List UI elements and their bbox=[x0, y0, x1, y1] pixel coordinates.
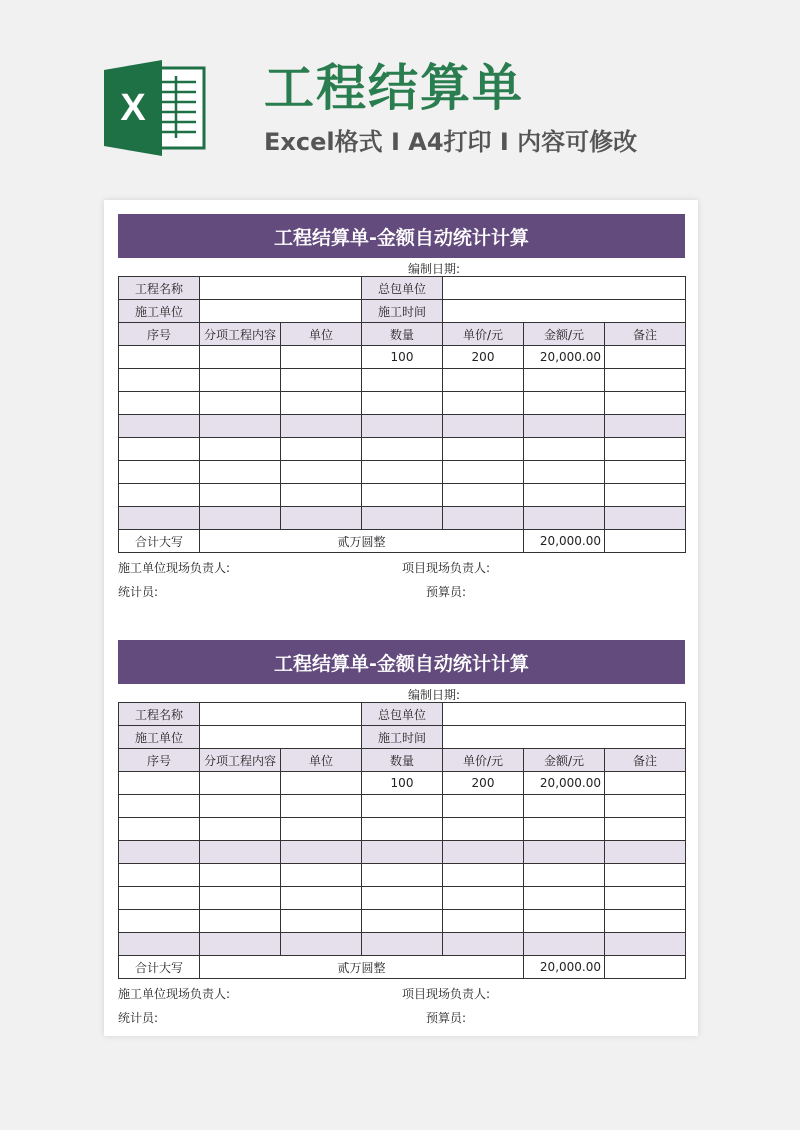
construction-time-label: 施工时间 bbox=[362, 726, 443, 749]
table-row bbox=[119, 507, 686, 530]
cell[interactable] bbox=[281, 415, 362, 438]
site-manager-label: 施工单位现场负责人: bbox=[118, 561, 231, 575]
cell[interactable] bbox=[200, 795, 281, 818]
cell[interactable] bbox=[281, 392, 362, 415]
cell[interactable] bbox=[524, 461, 605, 484]
settlement-table bbox=[118, 276, 686, 553]
table-row bbox=[119, 887, 686, 910]
cell[interactable] bbox=[605, 530, 686, 553]
cell[interactable] bbox=[281, 346, 362, 369]
cell[interactable] bbox=[443, 461, 524, 484]
cell[interactable] bbox=[605, 415, 686, 438]
construction-unit-cell[interactable] bbox=[200, 726, 362, 749]
cell[interactable] bbox=[281, 461, 362, 484]
cell[interactable] bbox=[443, 887, 524, 910]
date-label: 编制日期: bbox=[408, 262, 461, 276]
cell[interactable] bbox=[362, 438, 443, 461]
cell[interactable] bbox=[281, 910, 362, 933]
cell[interactable] bbox=[605, 461, 686, 484]
col-header-index: 序号 bbox=[119, 323, 200, 346]
cell[interactable] bbox=[119, 841, 200, 864]
signature-area bbox=[118, 979, 685, 1027]
cell[interactable] bbox=[362, 392, 443, 415]
sheet-banner: 工程结算单-金额自动统计计算 bbox=[118, 640, 685, 684]
date-label: 编制日期: bbox=[408, 688, 461, 702]
total-row bbox=[119, 956, 686, 979]
col-header-unit-price: 单价/元 bbox=[443, 749, 524, 772]
cell[interactable] bbox=[443, 864, 524, 887]
settlement-sheet-1 bbox=[118, 214, 685, 601]
page-subtitle: Excel格式 I A4打印 I 内容可修改 bbox=[264, 128, 638, 156]
project-name-label: 工程名称 bbox=[119, 277, 200, 300]
cell[interactable] bbox=[443, 415, 524, 438]
cell[interactable] bbox=[119, 461, 200, 484]
cell[interactable] bbox=[200, 461, 281, 484]
col-header-unit-price: 单价/元 bbox=[443, 323, 524, 346]
table-row bbox=[119, 864, 686, 887]
table-row bbox=[119, 415, 686, 438]
cell[interactable] bbox=[200, 415, 281, 438]
cell[interactable] bbox=[524, 392, 605, 415]
general-contractor-cell[interactable] bbox=[443, 277, 686, 300]
unit-price-cell[interactable]: 200 bbox=[443, 772, 524, 795]
cell[interactable] bbox=[281, 484, 362, 507]
page-header bbox=[0, 0, 800, 200]
quantity-cell[interactable]: 100 bbox=[362, 772, 443, 795]
cell[interactable] bbox=[200, 818, 281, 841]
cell[interactable] bbox=[443, 369, 524, 392]
construction-time-cell[interactable] bbox=[443, 300, 686, 323]
column-header-row bbox=[119, 749, 686, 772]
construction-unit-label: 施工单位 bbox=[119, 726, 200, 749]
cell[interactable] bbox=[119, 415, 200, 438]
general-contractor-label: 总包单位 bbox=[362, 703, 443, 726]
cell[interactable] bbox=[119, 346, 200, 369]
cell[interactable] bbox=[200, 507, 281, 530]
cell[interactable] bbox=[605, 369, 686, 392]
construction-unit-label: 施工单位 bbox=[119, 300, 200, 323]
cell[interactable] bbox=[119, 484, 200, 507]
table-row bbox=[119, 933, 686, 956]
cell[interactable] bbox=[200, 933, 281, 956]
cell[interactable] bbox=[281, 887, 362, 910]
total-in-words[interactable]: 贰万圆整 bbox=[200, 530, 524, 553]
total-label: 合计大写 bbox=[119, 956, 200, 979]
cell[interactable] bbox=[605, 818, 686, 841]
cell[interactable] bbox=[281, 369, 362, 392]
general-contractor-cell[interactable] bbox=[443, 703, 686, 726]
total-row bbox=[119, 530, 686, 553]
cell[interactable] bbox=[119, 392, 200, 415]
quantity-cell[interactable]: 100 bbox=[362, 346, 443, 369]
column-header-row bbox=[119, 323, 686, 346]
cell[interactable] bbox=[119, 772, 200, 795]
total-label: 合计大写 bbox=[119, 530, 200, 553]
statistician-label: 统计员: bbox=[118, 1011, 159, 1025]
table-row bbox=[119, 438, 686, 461]
cell[interactable] bbox=[200, 864, 281, 887]
unit-price-cell[interactable]: 200 bbox=[443, 346, 524, 369]
table-row bbox=[119, 392, 686, 415]
cell[interactable] bbox=[605, 841, 686, 864]
cell[interactable] bbox=[281, 795, 362, 818]
cell[interactable] bbox=[524, 818, 605, 841]
cell[interactable] bbox=[443, 818, 524, 841]
cell[interactable] bbox=[605, 910, 686, 933]
cell[interactable] bbox=[443, 910, 524, 933]
table-row bbox=[119, 818, 686, 841]
project-name-cell[interactable] bbox=[200, 277, 362, 300]
cell[interactable] bbox=[524, 507, 605, 530]
cell[interactable] bbox=[605, 507, 686, 530]
cell[interactable] bbox=[362, 864, 443, 887]
total-amount[interactable]: 20,000.00 bbox=[524, 956, 605, 979]
cell[interactable] bbox=[281, 818, 362, 841]
project-name-label: 工程名称 bbox=[119, 703, 200, 726]
cell[interactable] bbox=[362, 369, 443, 392]
cell[interactable] bbox=[362, 933, 443, 956]
cell[interactable] bbox=[524, 933, 605, 956]
cell[interactable] bbox=[605, 864, 686, 887]
col-header-amount: 金额/元 bbox=[524, 323, 605, 346]
cell[interactable] bbox=[119, 887, 200, 910]
col-header-amount: 金额/元 bbox=[524, 749, 605, 772]
cell[interactable] bbox=[281, 933, 362, 956]
logo-letter: X bbox=[120, 87, 146, 129]
cell[interactable] bbox=[443, 438, 524, 461]
table-row bbox=[119, 484, 686, 507]
cell[interactable] bbox=[200, 910, 281, 933]
cell[interactable] bbox=[362, 795, 443, 818]
cell[interactable] bbox=[362, 910, 443, 933]
cell[interactable] bbox=[362, 461, 443, 484]
sheet-banner: 工程结算单-金额自动统计计算 bbox=[118, 214, 685, 258]
cell[interactable] bbox=[200, 887, 281, 910]
col-header-index: 序号 bbox=[119, 749, 200, 772]
cell[interactable] bbox=[119, 818, 200, 841]
cell[interactable] bbox=[605, 956, 686, 979]
cell[interactable] bbox=[524, 484, 605, 507]
cell[interactable] bbox=[281, 507, 362, 530]
cell[interactable] bbox=[281, 864, 362, 887]
table-row bbox=[119, 841, 686, 864]
col-header-remarks: 备注 bbox=[605, 749, 686, 772]
cell[interactable] bbox=[362, 507, 443, 530]
cell[interactable] bbox=[524, 841, 605, 864]
budgeter-label: 预算员: bbox=[426, 585, 467, 599]
cell[interactable] bbox=[200, 484, 281, 507]
page-title: 工程结算单 bbox=[264, 59, 524, 117]
cell[interactable] bbox=[605, 887, 686, 910]
cell[interactable] bbox=[605, 795, 686, 818]
project-name-cell[interactable] bbox=[200, 703, 362, 726]
total-in-words[interactable]: 贰万圆整 bbox=[200, 956, 524, 979]
cell[interactable] bbox=[200, 369, 281, 392]
cell[interactable] bbox=[119, 795, 200, 818]
date-row bbox=[118, 684, 685, 702]
excel-logo-icon bbox=[104, 60, 206, 156]
construction-time-cell[interactable] bbox=[443, 726, 686, 749]
cell[interactable] bbox=[281, 841, 362, 864]
date-row bbox=[118, 258, 685, 276]
col-header-content: 分项工程内容 bbox=[200, 323, 281, 346]
cell[interactable] bbox=[119, 910, 200, 933]
cell[interactable] bbox=[524, 438, 605, 461]
cell[interactable] bbox=[443, 795, 524, 818]
cell[interactable] bbox=[524, 864, 605, 887]
cell[interactable] bbox=[443, 841, 524, 864]
settlement-table bbox=[118, 702, 686, 979]
cell[interactable] bbox=[362, 484, 443, 507]
table-row bbox=[119, 369, 686, 392]
cell[interactable] bbox=[119, 369, 200, 392]
cell[interactable] bbox=[605, 933, 686, 956]
document-paper bbox=[104, 200, 698, 1036]
budgeter-label: 预算员: bbox=[426, 1011, 467, 1025]
cell[interactable] bbox=[281, 772, 362, 795]
construction-unit-cell[interactable] bbox=[200, 300, 362, 323]
project-manager-label: 项目现场负责人: bbox=[402, 987, 491, 1001]
cell[interactable] bbox=[200, 841, 281, 864]
cell[interactable] bbox=[605, 484, 686, 507]
table-row bbox=[119, 772, 686, 795]
general-contractor-label: 总包单位 bbox=[362, 277, 443, 300]
cell[interactable] bbox=[200, 438, 281, 461]
cell[interactable] bbox=[524, 910, 605, 933]
col-header-unit: 单位 bbox=[281, 749, 362, 772]
cell[interactable] bbox=[605, 438, 686, 461]
cell[interactable] bbox=[443, 392, 524, 415]
table-row bbox=[119, 910, 686, 933]
settlement-sheet-2 bbox=[118, 640, 685, 1027]
cell[interactable] bbox=[524, 369, 605, 392]
col-header-quantity: 数量 bbox=[362, 323, 443, 346]
cell[interactable] bbox=[524, 415, 605, 438]
cell[interactable] bbox=[119, 438, 200, 461]
col-header-remarks: 备注 bbox=[605, 323, 686, 346]
cell[interactable] bbox=[200, 772, 281, 795]
cell[interactable] bbox=[119, 864, 200, 887]
cell[interactable] bbox=[443, 507, 524, 530]
cell[interactable] bbox=[362, 818, 443, 841]
col-header-content: 分项工程内容 bbox=[200, 749, 281, 772]
site-manager-label: 施工单位现场负责人: bbox=[118, 987, 231, 1001]
construction-time-label: 施工时间 bbox=[362, 300, 443, 323]
col-header-unit: 单位 bbox=[281, 323, 362, 346]
col-header-quantity: 数量 bbox=[362, 749, 443, 772]
cell[interactable] bbox=[281, 438, 362, 461]
cell[interactable] bbox=[362, 887, 443, 910]
table-row bbox=[119, 795, 686, 818]
cell[interactable] bbox=[119, 507, 200, 530]
cell[interactable] bbox=[605, 392, 686, 415]
cell[interactable] bbox=[119, 933, 200, 956]
cell[interactable] bbox=[524, 795, 605, 818]
amount-cell[interactable]: 20,000.00 bbox=[524, 346, 605, 369]
cell[interactable] bbox=[362, 415, 443, 438]
amount-cell[interactable]: 20,000.00 bbox=[524, 772, 605, 795]
project-manager-label: 项目现场负责人: bbox=[402, 561, 491, 575]
statistician-label: 统计员: bbox=[118, 585, 159, 599]
cell[interactable] bbox=[200, 392, 281, 415]
cell[interactable] bbox=[443, 933, 524, 956]
cell[interactable] bbox=[605, 346, 686, 369]
signature-area bbox=[118, 553, 685, 601]
cell[interactable] bbox=[362, 841, 443, 864]
cell[interactable] bbox=[443, 484, 524, 507]
cell[interactable] bbox=[200, 346, 281, 369]
cell[interactable] bbox=[524, 887, 605, 910]
total-amount[interactable]: 20,000.00 bbox=[524, 530, 605, 553]
table-row bbox=[119, 461, 686, 484]
table-row bbox=[119, 346, 686, 369]
cell[interactable] bbox=[605, 772, 686, 795]
